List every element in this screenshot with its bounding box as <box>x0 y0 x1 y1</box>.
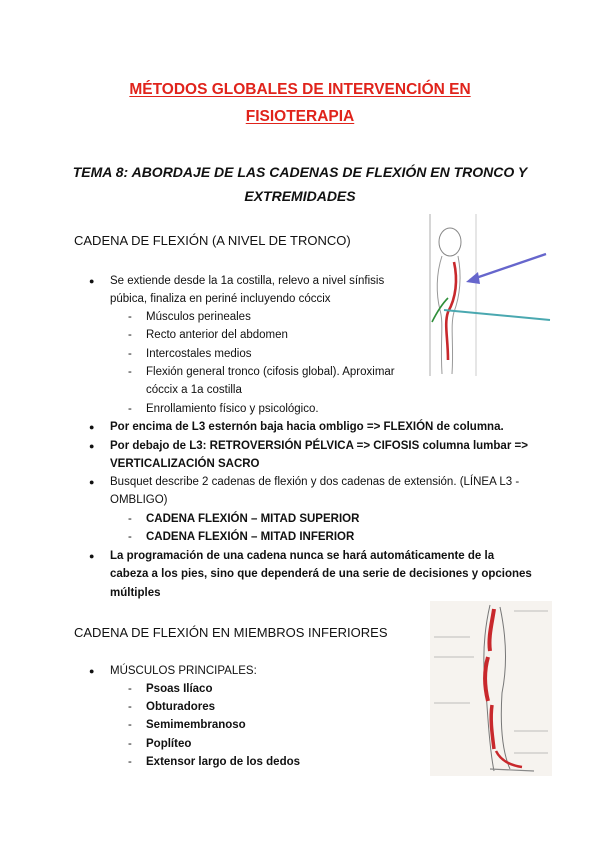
chain-upper-half: CADENA FLEXIÓN – MITAD SUPERIOR <box>146 513 360 525</box>
dash-icon: - <box>128 719 132 731</box>
trunk-bullet-3-line-2: VERTICALIZACIÓN SACRO <box>110 458 260 470</box>
dash-icon: - <box>128 756 132 768</box>
document-title-line-1: MÉTODOS GLOBALES DE INTERVENCIÓN EN <box>129 81 471 98</box>
chain-lower-half: CADENA FLEXIÓN – MITAD INFERIOR <box>146 531 355 543</box>
dash-icon: - <box>128 366 132 378</box>
dash-icon: - <box>128 513 132 525</box>
trunk-bullet-4-line-2: OMBLIGO) <box>110 494 168 506</box>
dash-icon: - <box>128 403 132 415</box>
muscle-popliteus: Poplíteo <box>146 738 192 750</box>
dash-icon: - <box>128 683 132 695</box>
muscle-obturators: Obturadores <box>146 701 216 713</box>
dash-icon: - <box>128 311 132 323</box>
main-muscles-label: MÚSCULOS PRINCIPALES: <box>110 665 257 677</box>
sub-item-rolling: Enrollamiento físico y psicológico. <box>146 403 319 415</box>
trunk-bullet-1-line-1: Se extiende desde la 1a costilla, relevo a nivel sínfisis <box>110 275 385 287</box>
bullet-icon: ● <box>89 422 95 432</box>
trunk-bullet-5-line-3: múltiples <box>110 587 161 599</box>
trunk-flexion-chain-figure <box>418 214 553 376</box>
bullet-icon: ● <box>89 477 95 487</box>
dash-icon: - <box>128 738 132 750</box>
sub-item-intercostals: Intercostales medios <box>146 348 252 360</box>
document-title-line-2: FISIOTERAPIA <box>245 108 355 125</box>
sub-item-perineal: Músculos perineales <box>146 311 251 323</box>
trunk-bullet-1-line-2: púbica, finaliza en periné incluyendo cóccix <box>110 293 331 305</box>
trunk-bullet-2: Por encima de L3 esternón baja hacia ombligo => FLEXIÓN de columna. <box>110 421 504 433</box>
trunk-bullet-4-line-1: Busquet describe 2 cadenas de flexión y dos cadenas de extensión. (LÍNEA L3 - <box>110 476 520 488</box>
lower-limb-flexion-chain-figure <box>430 601 552 776</box>
topic-title-line-1: TEMA 8: ABORDAJE DE LAS CADENAS DE FLEXIÓN EN TRONCO Y <box>72 164 528 180</box>
section-heading-lower-limbs: CADENA DE FLEXIÓN EN MIEMBROS INFERIORES <box>74 625 388 640</box>
section-heading-trunk: CADENA DE FLEXIÓN (A NIVEL DE TRONCO) <box>74 233 351 248</box>
sub-item-flexion-line-1: Flexión general tronco (cifosis global). Aproximar <box>146 366 395 378</box>
dash-icon: - <box>128 701 132 713</box>
trunk-bullet-3-line-1: Por debajo de L3: RETROVERSIÓN PÉLVICA => CIFOSIS columna lumbar => <box>110 440 528 452</box>
sub-item-flexion-line-2: cóccix a 1a costilla <box>146 384 242 396</box>
dash-icon: - <box>128 531 132 543</box>
trunk-bullet-5-line-1: La programación de una cadena nunca se hará automáticamente de la <box>110 550 495 562</box>
trunk-bullet-5-line-2: cabeza a los pies, sino que dependerá de una serie de decisiones y opciones <box>110 568 532 580</box>
muscle-psoas: Psoas Ilíaco <box>146 683 213 695</box>
bullet-icon: ● <box>89 551 95 561</box>
bullet-icon: ● <box>89 666 95 676</box>
muscle-extensor-digitorum: Extensor largo de los dedos <box>146 756 301 768</box>
sub-item-rectus: Recto anterior del abdomen <box>146 329 288 341</box>
bullet-icon: ● <box>89 441 95 451</box>
dash-icon: - <box>128 348 132 360</box>
dash-icon: - <box>128 329 132 341</box>
bullet-icon: ● <box>89 276 95 286</box>
topic-title-line-2: EXTREMIDADES <box>244 188 356 204</box>
muscle-semimembranosus: Semimembranoso <box>146 719 246 731</box>
